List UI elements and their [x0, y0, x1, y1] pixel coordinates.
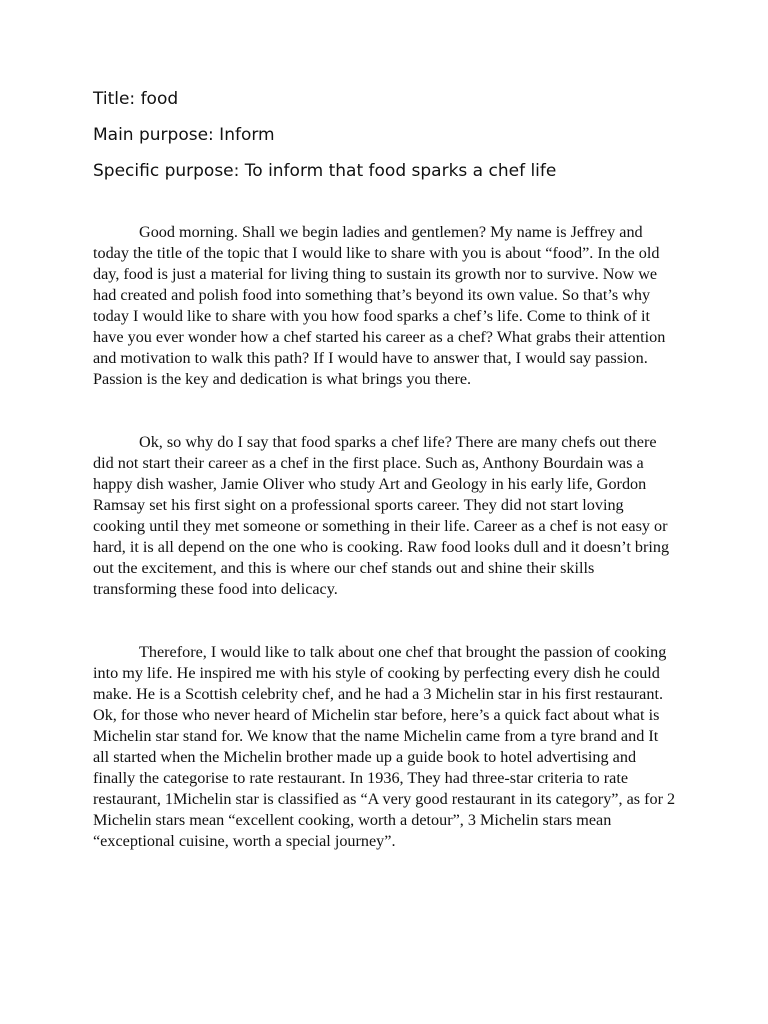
paragraph-1: Good morning. Shall we begin ladies and gentlemen? My name is Jeffrey and today the title of the topic that I would like to share with you is about “food”. In the old day, food is just a material for living thing to sustain its growth nor to survive. Now we had created and polish food into something that’s beyond its own value. So that’s why today I would like to share with you how food sparks a chef’s life. Come to think of it have you ever wonder how a chef started his career as a chef? What grabs their attention and motivation to walk this path? If I would have to answer that, I would say passion. Passion is the key and dedication is what brings you there. [93, 223, 666, 388]
specific-purpose-line: Specific purpose: To inform that food sparks a chef life [93, 161, 557, 181]
title-line: Title: food [93, 89, 179, 109]
document-header [93, 88, 693, 196]
document-body [93, 222, 677, 894]
paragraph-3: Therefore, I would like to talk about one chef that brought the passion of cooking into my life. He inspired me with his style of cooking by perfecting every dish he could make. He is a Scottish celebrity chef, and he had a 3 Michelin star in his first restaurant. Ok, for those who never heard of Michelin star before, here’s a quick fact about what is Michelin star stand for. We know that the name Michelin came from a tyre brand and It all started when the Michelin brother made up a guide book to hotel advertising and finally the categorise to rate restaurant. In 1936, They had three-star criteria to rate restaurant, 1Michelin star is classified as “A very good restaurant in its category”, as for 2 Michelin stars mean “excellent cooking, worth a detour”, 3 Michelin stars mean “exceptional cuisine, worth a special journey”. [93, 643, 676, 850]
main-purpose-line: Main purpose: Inform [93, 125, 275, 145]
paragraph-2: Ok, so why do I say that food sparks a chef life? There are many chefs out there did not start their career as a chef in the first place. Such as, Anthony Bourdain was a happy dish washer, Jamie Oliver who study Art and Geology in his early life, Gordon Ramsay set his first sight on a professional sports career. They did not start loving cooking until they met someone or something in their life. Career as a chef is not easy or hard, it is all depend on the one who is cooking. Raw food looks dull and it doesn’t bring out the excitement, and this is where our chef stands out and shine their skills transforming these food into delicacy. [93, 433, 670, 598]
